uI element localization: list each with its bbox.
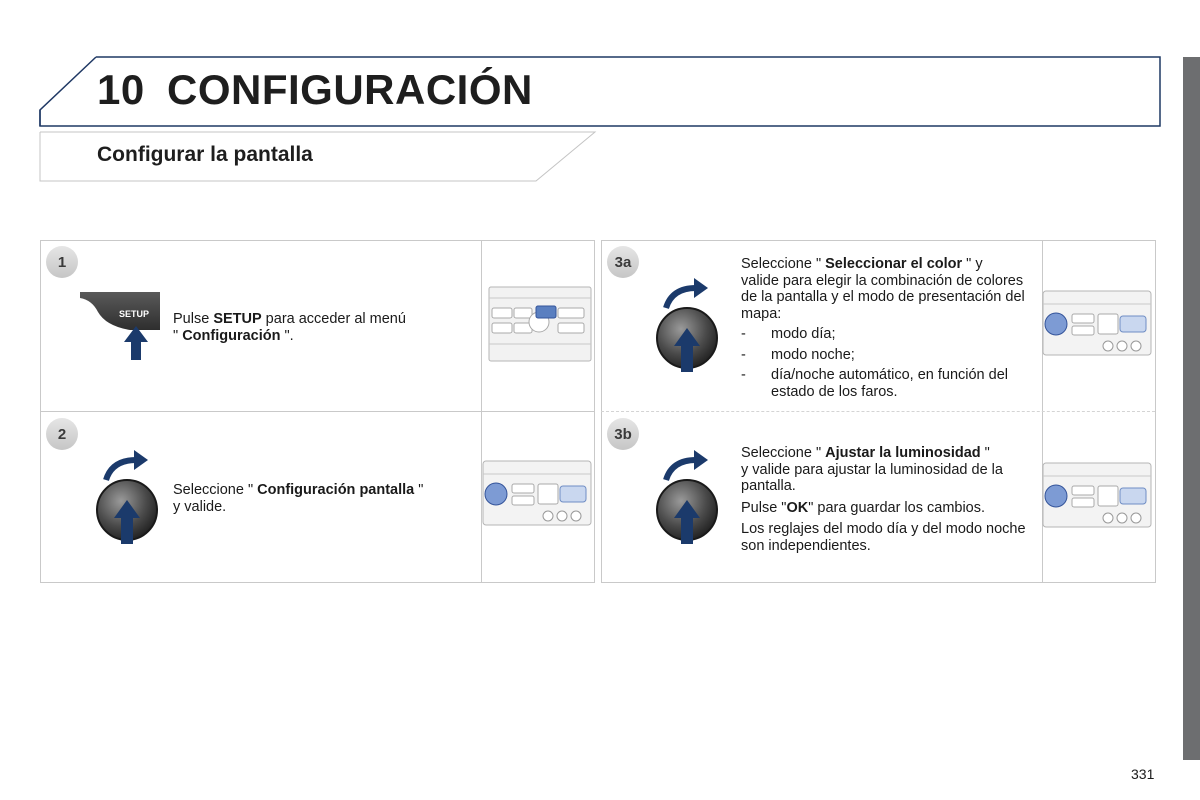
rotate-press-knob-icon xyxy=(92,448,162,548)
rotate-press-knob-icon xyxy=(652,276,722,376)
step-3a-text: Seleccione " Seleccionar el color " y valide para elegir la combinación de colores de la pantalla y el modo de presentación del mapa: - modo día; - modo noche; - día/noche automático, en función del estado de los faros. xyxy=(741,256,1031,404)
radio-knob-panel-icon xyxy=(1042,462,1152,528)
step-2-text: Seleccione " Configuración pantalla " y valide. xyxy=(173,482,424,515)
chapter-number: 10 xyxy=(97,66,145,113)
step-badge: 2 xyxy=(46,418,78,450)
setup-key-label: SETUP xyxy=(118,309,150,319)
list-item: - modo día; xyxy=(741,326,836,342)
step-badge: 3b xyxy=(607,418,639,450)
radio-knob-panel-icon xyxy=(482,460,592,526)
step-3b-text: Seleccione " Ajustar la luminosidad " y valide para ajustar la luminosidad de la pantalla. Pulse "OK" para guardar los cambios. Los reglajes del modo día y del modo noche son independientes. xyxy=(741,445,1026,554)
chapter-title: CONFIGURACIÓN xyxy=(167,66,533,113)
page-number: 331 xyxy=(1131,766,1155,782)
step-3-separator xyxy=(601,411,1155,412)
radio-knob-panel-icon xyxy=(1042,290,1152,356)
section-title: Configurar la pantalla xyxy=(97,143,313,166)
step-badge: 1 xyxy=(46,246,78,278)
step-1-text: Pulse SETUP para acceder al menú " Configuración ". xyxy=(173,311,406,344)
step-badge: 3a xyxy=(607,246,639,278)
setup-key-press-icon xyxy=(76,290,164,362)
list-item: - modo noche; xyxy=(741,346,855,363)
chapter-side-tab xyxy=(1183,57,1200,760)
radio-setup-panel-icon xyxy=(488,286,592,362)
list-item: - día/noche automático, en función del estado de los faros. xyxy=(741,367,1008,400)
rotate-press-knob-icon xyxy=(652,448,722,548)
